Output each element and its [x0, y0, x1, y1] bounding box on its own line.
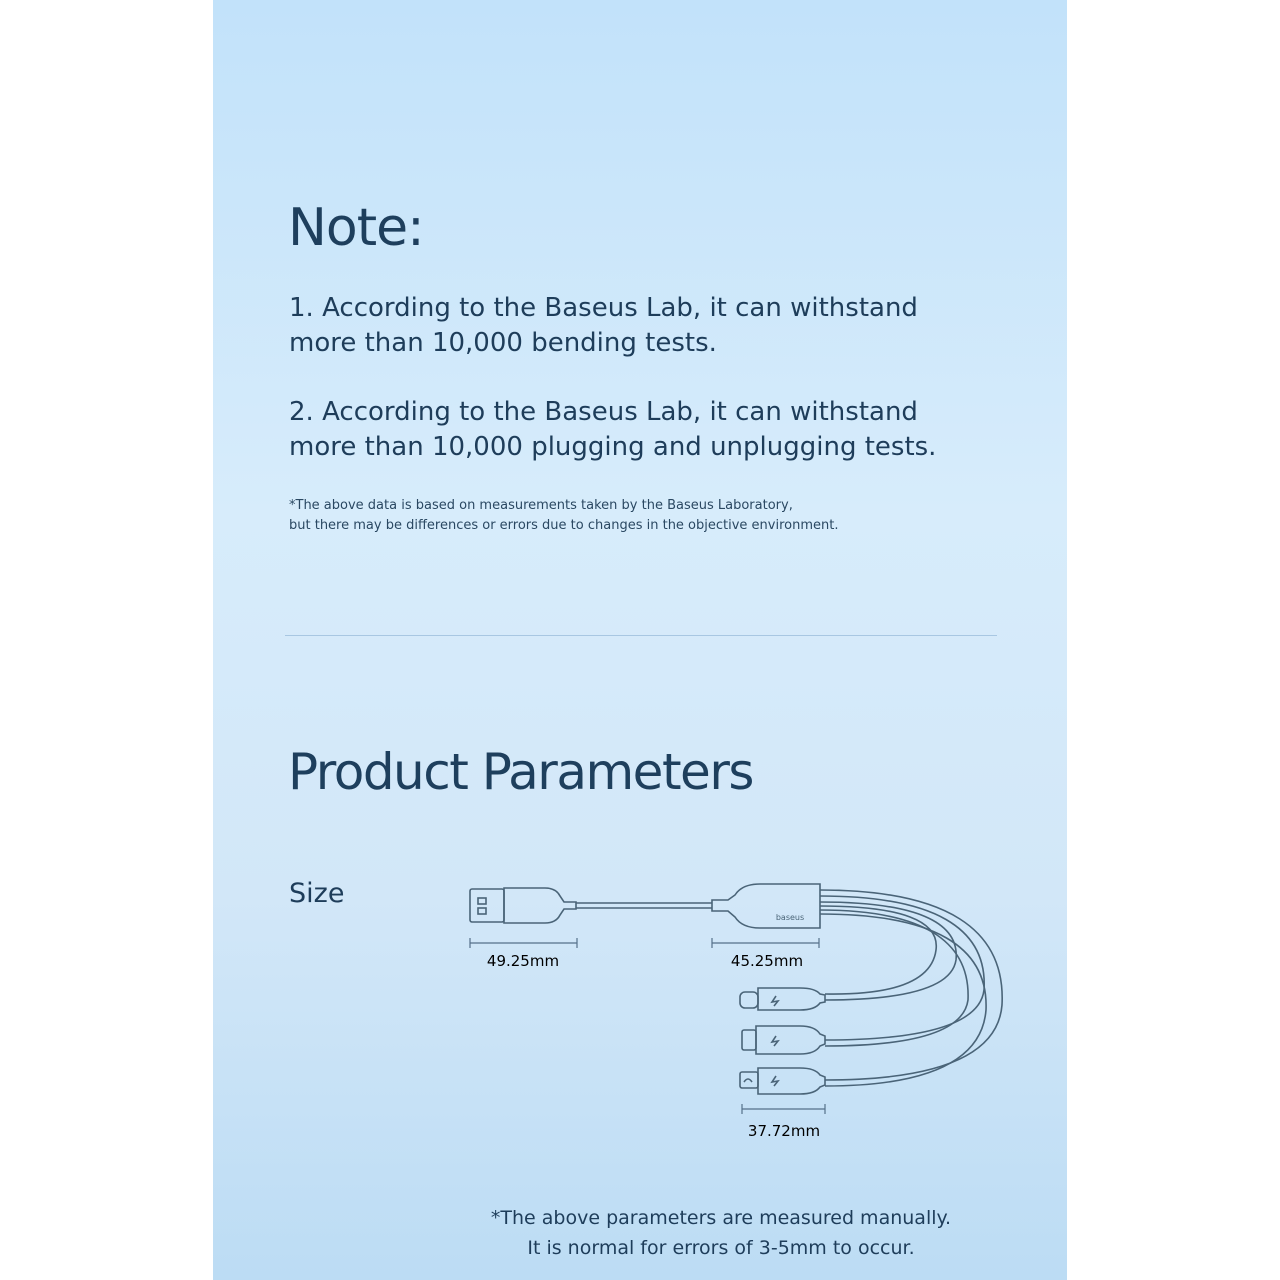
- hub-length-label: 45.25mm: [730, 952, 804, 970]
- note-disclaimer-line-2: but there may be differences or errors due to changes in the objective environment.: [289, 518, 839, 533]
- params-footnote-line-1: *The above parameters are measured manually.: [490, 1207, 952, 1229]
- note-item-bending: 1. According to the Baseus Lab, it can withstand more than 10,000 bending tests.: [289, 293, 918, 358]
- usb-head-length-label: 49.25mm: [486, 952, 560, 970]
- micro-usb-connector-icon: [740, 1068, 825, 1094]
- note-item-plugging: 2. According to the Baseus Lab, it can withstand more than 10,000 plugging and unplugging tests.: [289, 397, 937, 462]
- usb-a-connector-icon: [470, 888, 712, 923]
- brand-mark: baseus: [775, 913, 805, 922]
- params-footnote-line-2: It is normal for errors of 3-5mm to occur.: [527, 1237, 915, 1259]
- note-disclaimer-line-1: *The above data is based on measurements taken by the Baseus Laboratory,: [289, 498, 793, 513]
- usb-c-connector-icon: [740, 988, 825, 1010]
- connector-length-label: 37.72mm: [747, 1122, 821, 1140]
- lightning-connector-icon: [742, 1026, 825, 1054]
- note-title: Note:: [288, 198, 424, 258]
- params-title: Product Parameters: [288, 743, 753, 801]
- size-label: Size: [289, 878, 345, 909]
